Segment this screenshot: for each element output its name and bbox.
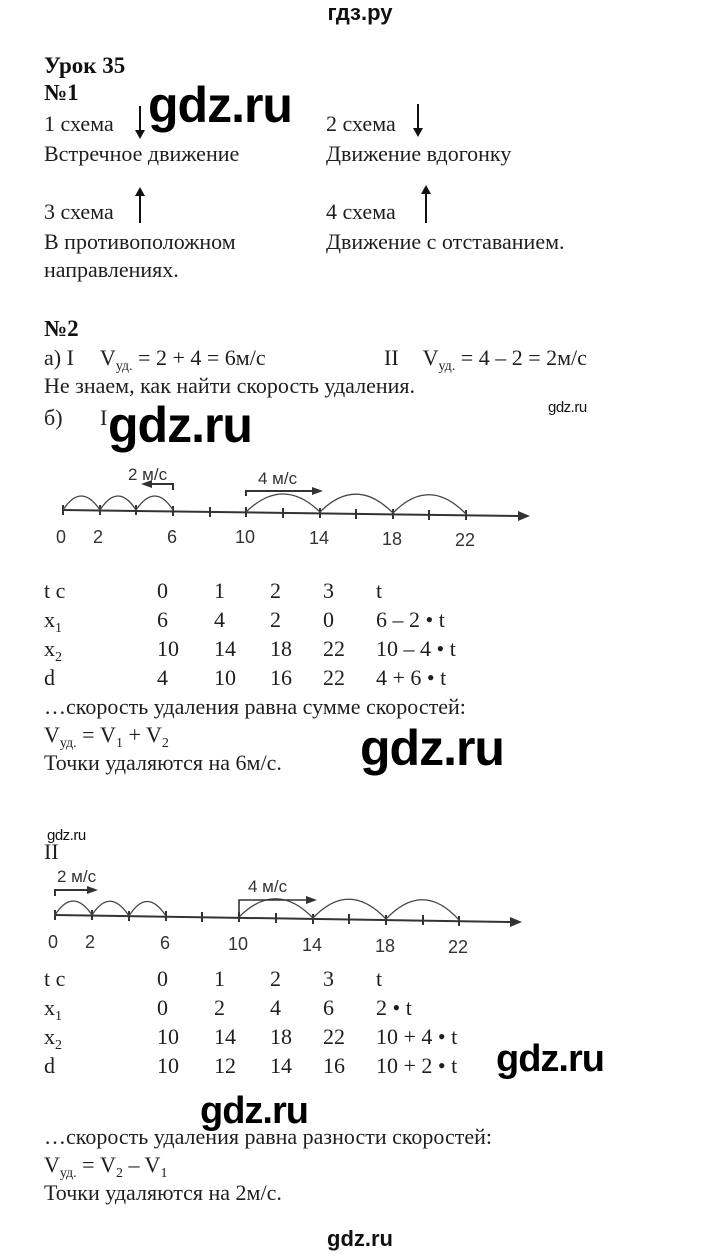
task2-a-line-II — [384, 344, 587, 372]
task1-number: №1 — [44, 80, 79, 105]
velocity-subscript: уд. — [438, 359, 456, 374]
result-I: Точки удаляются на 6м/с. — [44, 750, 282, 775]
speed-label-2: 4 м/с — [258, 469, 298, 488]
watermark-logo: gdz.ru — [360, 720, 504, 776]
scheme-4-desc: Движение с отставанием. — [326, 229, 565, 254]
scheme-3-desc-line1: В противоположном — [44, 229, 236, 254]
watermark-small: gdz.ru — [47, 827, 86, 844]
svg-text:6: 6 — [167, 527, 178, 547]
watermark-logo: gdz.ru — [148, 77, 292, 133]
task2-a-line — [44, 344, 266, 372]
lesson-title: Урок 35 — [44, 53, 126, 78]
scheme-2-desc: Движение вдогонку — [326, 141, 512, 166]
velocity-symbol: V — [422, 345, 439, 370]
scheme-4-label: 4 схема — [326, 199, 396, 224]
svg-text:22: 22 — [455, 530, 476, 550]
result-II: Точки удаляются на 2м/с. — [44, 1180, 282, 1205]
site-header: гдз.ру — [327, 0, 393, 25]
arrow-down-icon — [134, 106, 146, 140]
svg-text:10: 10 — [228, 934, 249, 954]
watermark-logo: gdz.ru — [108, 397, 252, 453]
scheme-3-desc-line2: направлениях. — [44, 257, 179, 282]
conclusion-I: …скорость удаления равна сумме скоростей: — [44, 694, 466, 719]
number-line-diagram-I — [40, 450, 530, 560]
task2-a-prefix: а) I — [44, 345, 74, 370]
watermark-small: gdz.ru — [548, 399, 587, 416]
part-II-label: II — [44, 839, 59, 864]
velocity-subscript: уд. — [115, 359, 133, 374]
velocity-symbol: V — [99, 345, 116, 370]
svg-text:18: 18 — [382, 529, 403, 549]
svg-text:2: 2 — [93, 527, 104, 547]
formula-I: = 2 + 4 = 6м/с — [138, 345, 266, 370]
svg-text:6: 6 — [160, 933, 171, 953]
formula-I-sum: $V_{уд.} = V_1 + V_2$ — [44, 722, 169, 751]
watermark-logo: gdz.ru — [200, 1090, 308, 1132]
svg-text:0: 0 — [48, 932, 59, 952]
svg-text:2: 2 — [85, 932, 96, 952]
scheme-2-label: 2 схема — [326, 111, 396, 136]
formula-II: = 4 – 2 = 2м/с — [460, 345, 587, 370]
svg-text:10: 10 — [235, 527, 256, 547]
arrow-up-icon — [420, 184, 432, 224]
part-I-label: I — [100, 405, 108, 430]
watermark-logo: gdz.ru — [496, 1038, 604, 1080]
scheme-3-label: 3 схема — [44, 199, 114, 224]
svg-text:14: 14 — [302, 935, 323, 955]
svg-text:14: 14 — [309, 528, 330, 548]
task2-number: №2 — [44, 316, 79, 341]
svg-text:22: 22 — [448, 937, 469, 957]
task2-a-II-label: II — [384, 345, 399, 370]
conclusion-II: …скорость удаления равна разности скоростей: — [44, 1124, 493, 1149]
number-line-diagram-II — [40, 860, 530, 970]
scheme-1-desc: Встречное движение — [44, 141, 240, 166]
speed-label-1: 2 м/с — [128, 465, 168, 484]
speed-label-2: 4 м/с — [248, 877, 288, 896]
svg-text:0: 0 — [56, 527, 67, 547]
task2-a-note: Не знаем, как найти скорость удаления. — [44, 373, 416, 398]
svg-text:18: 18 — [375, 936, 396, 956]
arrow-down-icon — [412, 104, 424, 138]
scheme-1-label: 1 схема — [44, 111, 114, 136]
arrow-up-icon — [134, 186, 146, 224]
speed-label-1: 2 м/с — [57, 867, 97, 886]
formula-II-diff: $V_{уд.} = V_2 - V_1$ — [44, 1152, 168, 1181]
task2-b-prefix: б) — [44, 405, 63, 430]
site-footer: gdz.ru — [327, 1226, 393, 1251]
